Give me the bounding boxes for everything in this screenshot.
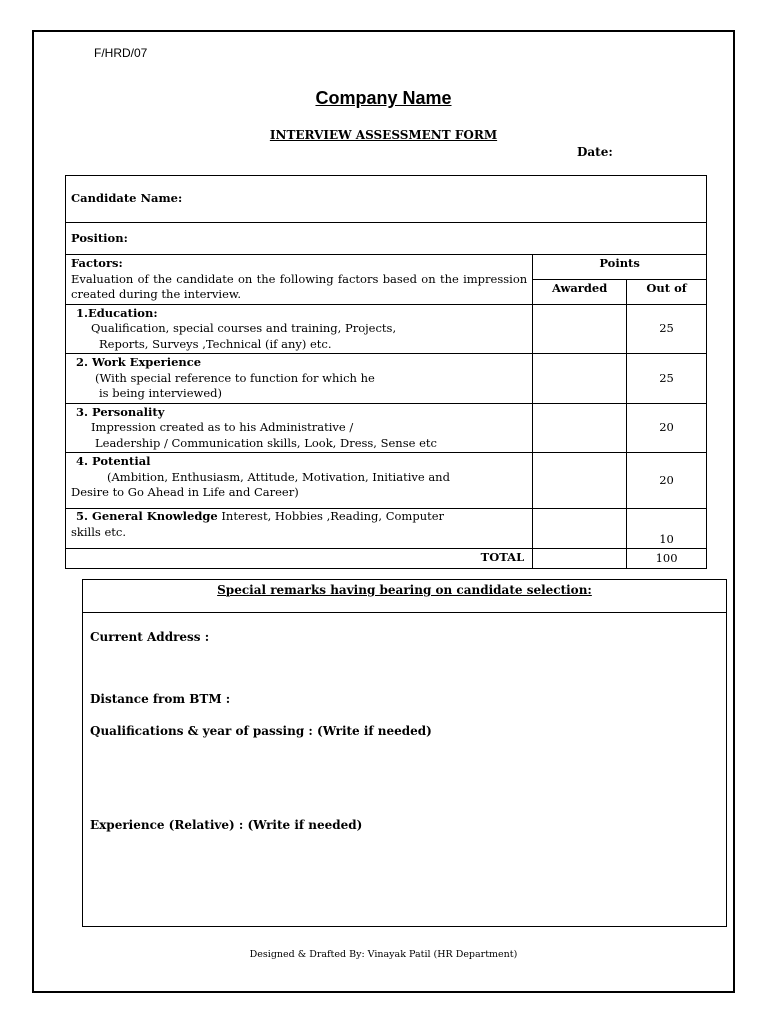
form-code: F/HRD/07	[94, 46, 148, 60]
awarded-cell[interactable]	[533, 304, 627, 354]
factor-desc-line: Reports, Surveys ,Technical (if any) etc.	[99, 336, 332, 351]
awarded-header: Awarded	[533, 280, 627, 304]
factors-header-cell	[66, 255, 533, 305]
factor-title: 3. Personality	[76, 404, 165, 419]
date-label: Date:	[577, 145, 613, 159]
out-of-value: 25	[627, 304, 707, 354]
total-row	[66, 549, 707, 569]
factor-desc-line: Interest, Hobbies ,Reading, Computer	[221, 509, 445, 523]
table-row	[66, 403, 707, 453]
factor-title: 5. General Knowledge	[76, 509, 218, 523]
out-of-value: 10	[627, 509, 707, 549]
assessment-table	[65, 175, 707, 569]
total-label: TOTAL	[66, 549, 533, 569]
awarded-cell[interactable]	[533, 354, 627, 404]
factors-description: Evaluation of the candidate on the following factors based on the impression created during the interview.	[71, 271, 528, 301]
factor-desc-line: Desire to Go Ahead in Life and Career)	[71, 485, 299, 499]
candidate-name-label: Candidate Name:	[71, 191, 183, 206]
table-row	[66, 304, 707, 354]
table-row	[66, 509, 707, 549]
factor-title: 1.Education:	[76, 305, 158, 320]
form-page	[32, 30, 735, 993]
awarded-cell[interactable]	[533, 509, 627, 549]
out-of-header: Out of	[627, 280, 707, 304]
factor-desc-line: (With special reference to function for which he	[95, 370, 375, 385]
factor-desc-line: (Ambition, Enthusiasm, Attitude, Motivation, Initiative and	[107, 469, 450, 484]
out-of-value: 25	[627, 354, 707, 404]
awarded-cell[interactable]	[533, 453, 627, 509]
factor-desc-line: Qualification, special courses and training, Projects,	[91, 321, 397, 335]
out-of-value: 20	[627, 453, 707, 509]
factors-label: Factors:	[71, 256, 123, 270]
factor-desc-line: is being interviewed)	[99, 386, 222, 400]
awarded-cell[interactable]	[533, 403, 627, 453]
factor-desc-line: Impression created as to his Administrative /	[91, 420, 354, 434]
factor-desc-line: Leadership / Communication skills, Look, Dress, Sense etc	[95, 435, 437, 450]
total-value: 100	[627, 549, 707, 569]
candidate-name-field[interactable]	[66, 176, 707, 223]
experience-label: Experience (Relative) : (Write if needed)	[90, 818, 363, 832]
factor-title: 2. Work Experience	[76, 355, 202, 369]
distance-label: Distance from BTM :	[90, 692, 231, 706]
table-row	[66, 354, 707, 404]
form-title: INTERVIEW ASSESSMENT FORM	[269, 128, 498, 142]
remarks-box	[82, 579, 727, 927]
remarks-heading: Special remarks having bearing on candidate selection:	[83, 580, 726, 613]
current-address-label: Current Address :	[90, 630, 210, 644]
factor-desc-line: skills etc.	[71, 524, 126, 539]
table-row	[66, 453, 707, 509]
out-of-value: 20	[627, 403, 707, 453]
points-header: Points	[533, 255, 707, 280]
company-name: Company Name	[315, 88, 452, 108]
factor-title: 4. Potential	[76, 454, 151, 468]
position-field[interactable]	[66, 223, 707, 255]
total-awarded-cell[interactable]	[533, 549, 627, 569]
footer-credit: Designed & Drafted By: Vinayak Patil (HR Department)	[249, 949, 518, 960]
qualifications-label: Qualifications & year of passing : (Write if needed)	[90, 724, 432, 738]
position-label: Position:	[71, 230, 128, 245]
